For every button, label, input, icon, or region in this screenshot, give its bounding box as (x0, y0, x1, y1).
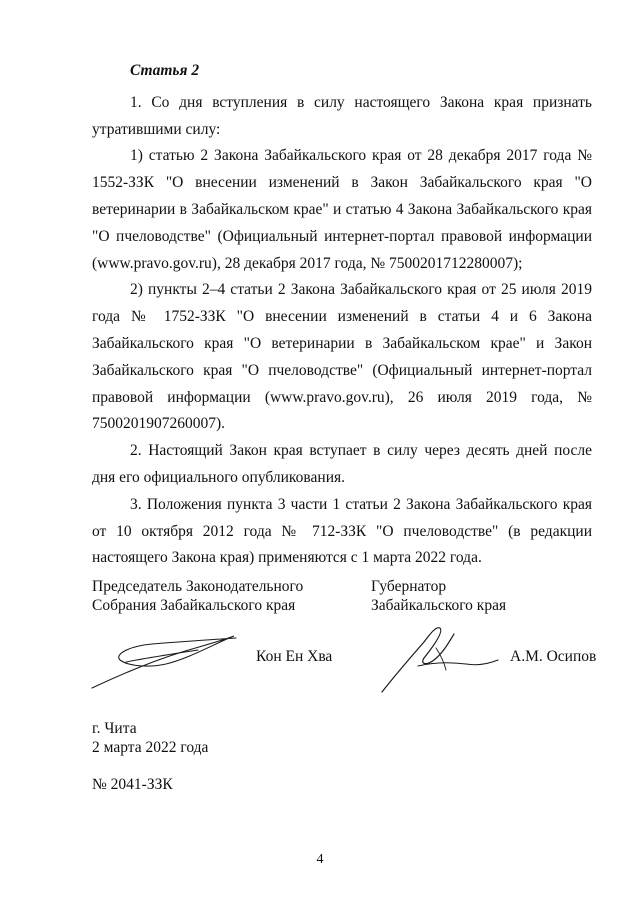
date: 2 марта 2022 года (92, 739, 209, 756)
paragraph-1-item-2: 2) пункты 2–4 статьи 2 Закона Забайкальского края от 25 июля 2019 года № 1752-ЗЗК "О внесении изменений в статьи 4 и 6 Закона Забайкальского края "О ветеринарии в Забайкальском крае" и Закон Забайкальского края "О пчеловодстве" (Официальный интернет-портал правовой информации (www.pravo.gov.ru), 26 июля 2019 года, № 7500201907260007). (92, 281, 592, 433)
place-and-date (92, 719, 208, 757)
left-title-line2: Собрания Забайкальского края (92, 597, 296, 614)
right-signatory-name: А.М. Осипов (510, 648, 597, 665)
left-signatory-title (92, 577, 303, 615)
right-signatory-title (371, 577, 506, 615)
right-title-line1: Губернатор (371, 578, 447, 595)
law-number: № 2041-ЗЗК (92, 776, 173, 793)
paragraph-2: 2. Настоящий Закон края вступает в силу через десять дней после дня его официального опубликования. (92, 442, 592, 486)
left-title-line1: Председатель Законодательного (92, 578, 304, 595)
article-heading: Статья 2 (130, 62, 200, 79)
paragraph-3: 3. Положения пункта 3 части 1 статьи 2 Закона Забайкальского края от 10 октября 2012 года № 712-ЗЗК "О пчеловодстве" (в редакции настоящего Закона края) применяются с 1 марта 2022 года. (92, 495, 592, 567)
page-number: 4 (316, 852, 324, 867)
right-handwritten-signature (374, 618, 504, 698)
paragraph-1-item-1: 1) статью 2 Закона Забайкальского края от 28 декабря 2017 года № 1552-ЗЗК "О внесении изменений в Закон Забайкальского края "О ветеринарии в Забайкальском крае" и статью 4 Закона Забайкальского края "О пчеловодстве" (Официальный интернет-портал правовой информации (www.pravo.gov.ru), 28 декабря 2017 года, № 7500201712280007); (92, 147, 592, 272)
article-body (92, 58, 592, 572)
city: г. Чита (92, 720, 137, 737)
left-handwritten-signature (86, 624, 246, 694)
left-signatory-name: Кон Ен Хва (256, 648, 333, 665)
right-title-line2: Забайкальского края (371, 597, 507, 614)
paragraph-1: 1. Со дня вступления в силу настоящего Закона края признать утратившими силу: (92, 93, 592, 138)
